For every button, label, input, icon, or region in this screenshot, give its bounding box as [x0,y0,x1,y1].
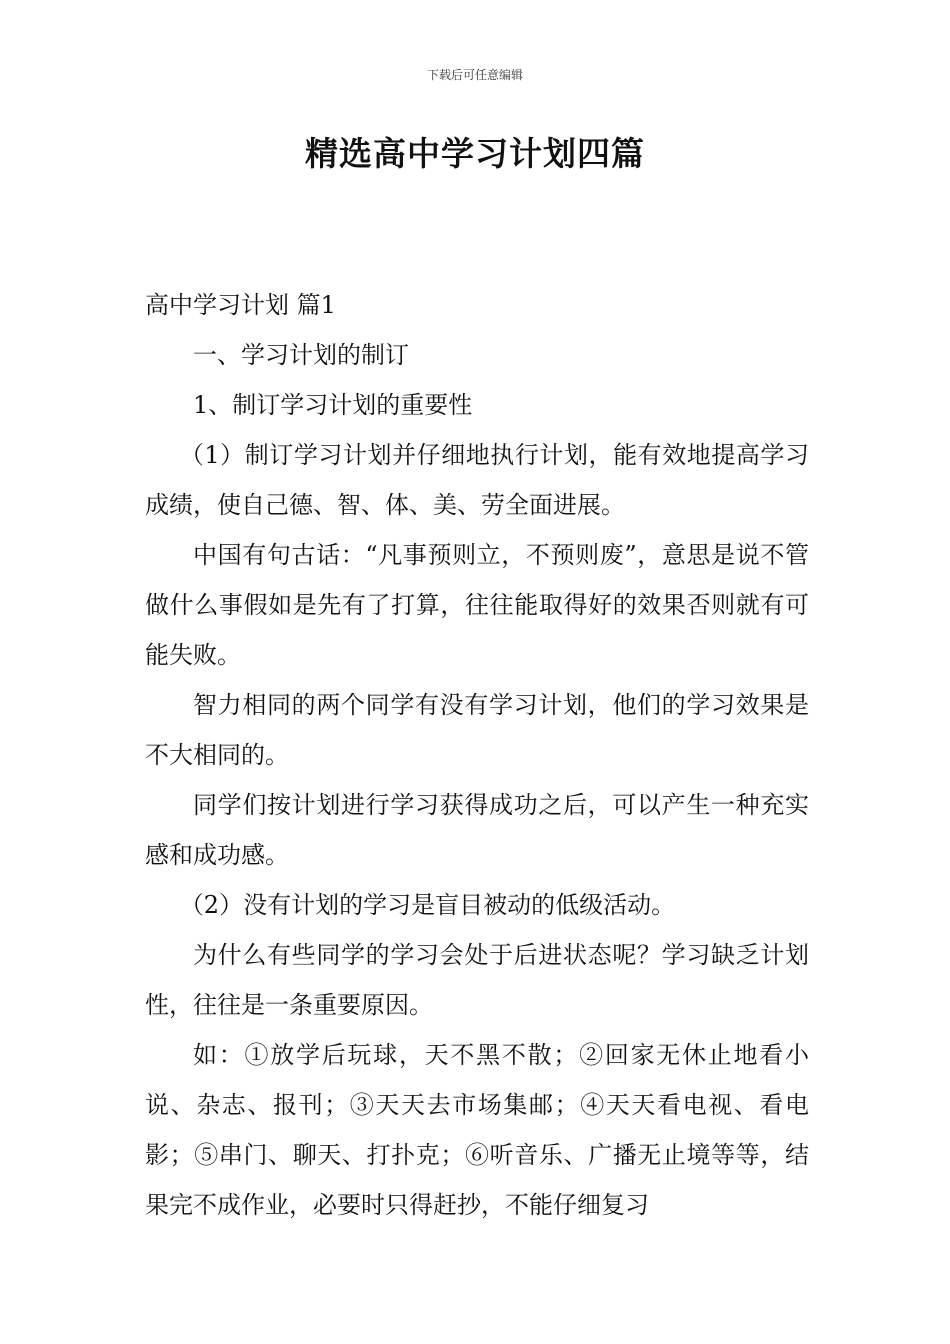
paragraph: 如：①放学后玩球，天不黑不散；②回家无休止地看小说、杂志、报刊；③天天去市场集邮；④天天看电视、看电影；⑤串门、聊天、打扑克；⑥听音乐、广播无止境等等，结果完不成作业，必要时只得赶抄，不能仔细复习 [145,1041,809,1219]
paragraph-subheading-1: 1、制订学习计划的重要性 [193,391,473,419]
document-body [145,280,809,1230]
section-heading: 高中学习计划 篇1 [145,291,336,319]
paragraph: 同学们按计划进行学习获得成功之后，可以产生一种充实感和成功感。 [145,791,809,869]
paragraph: 为什么有些同学的学习会处于后进状态呢？学习缺乏计划性，往往是一条重要原因。 [145,941,809,1019]
paragraph: 智力相同的两个同学有没有学习计划，他们的学习效果是不大相同的。 [145,691,809,769]
paragraph: （2）没有计划的学习是盲目被动的低级活动。 [179,891,676,919]
paragraph: 中国有句古话：“凡事预则立，不预则废”，意思是说不管做什么事假如是先有了打算，往往能取得好的效果否则就有可能失败。 [145,541,809,669]
paragraph-heading-1: 一、学习计划的制订 [193,341,409,369]
header-note: 下载后可任意编辑 [426,68,523,82]
document-title: 精选高中学习计划四篇 [305,134,645,173]
paragraph: （1）制订学习计划并仔细地执行计划，能有效地提高学习成绩，使自己德、智、体、美、劳全面进展。 [145,441,809,519]
